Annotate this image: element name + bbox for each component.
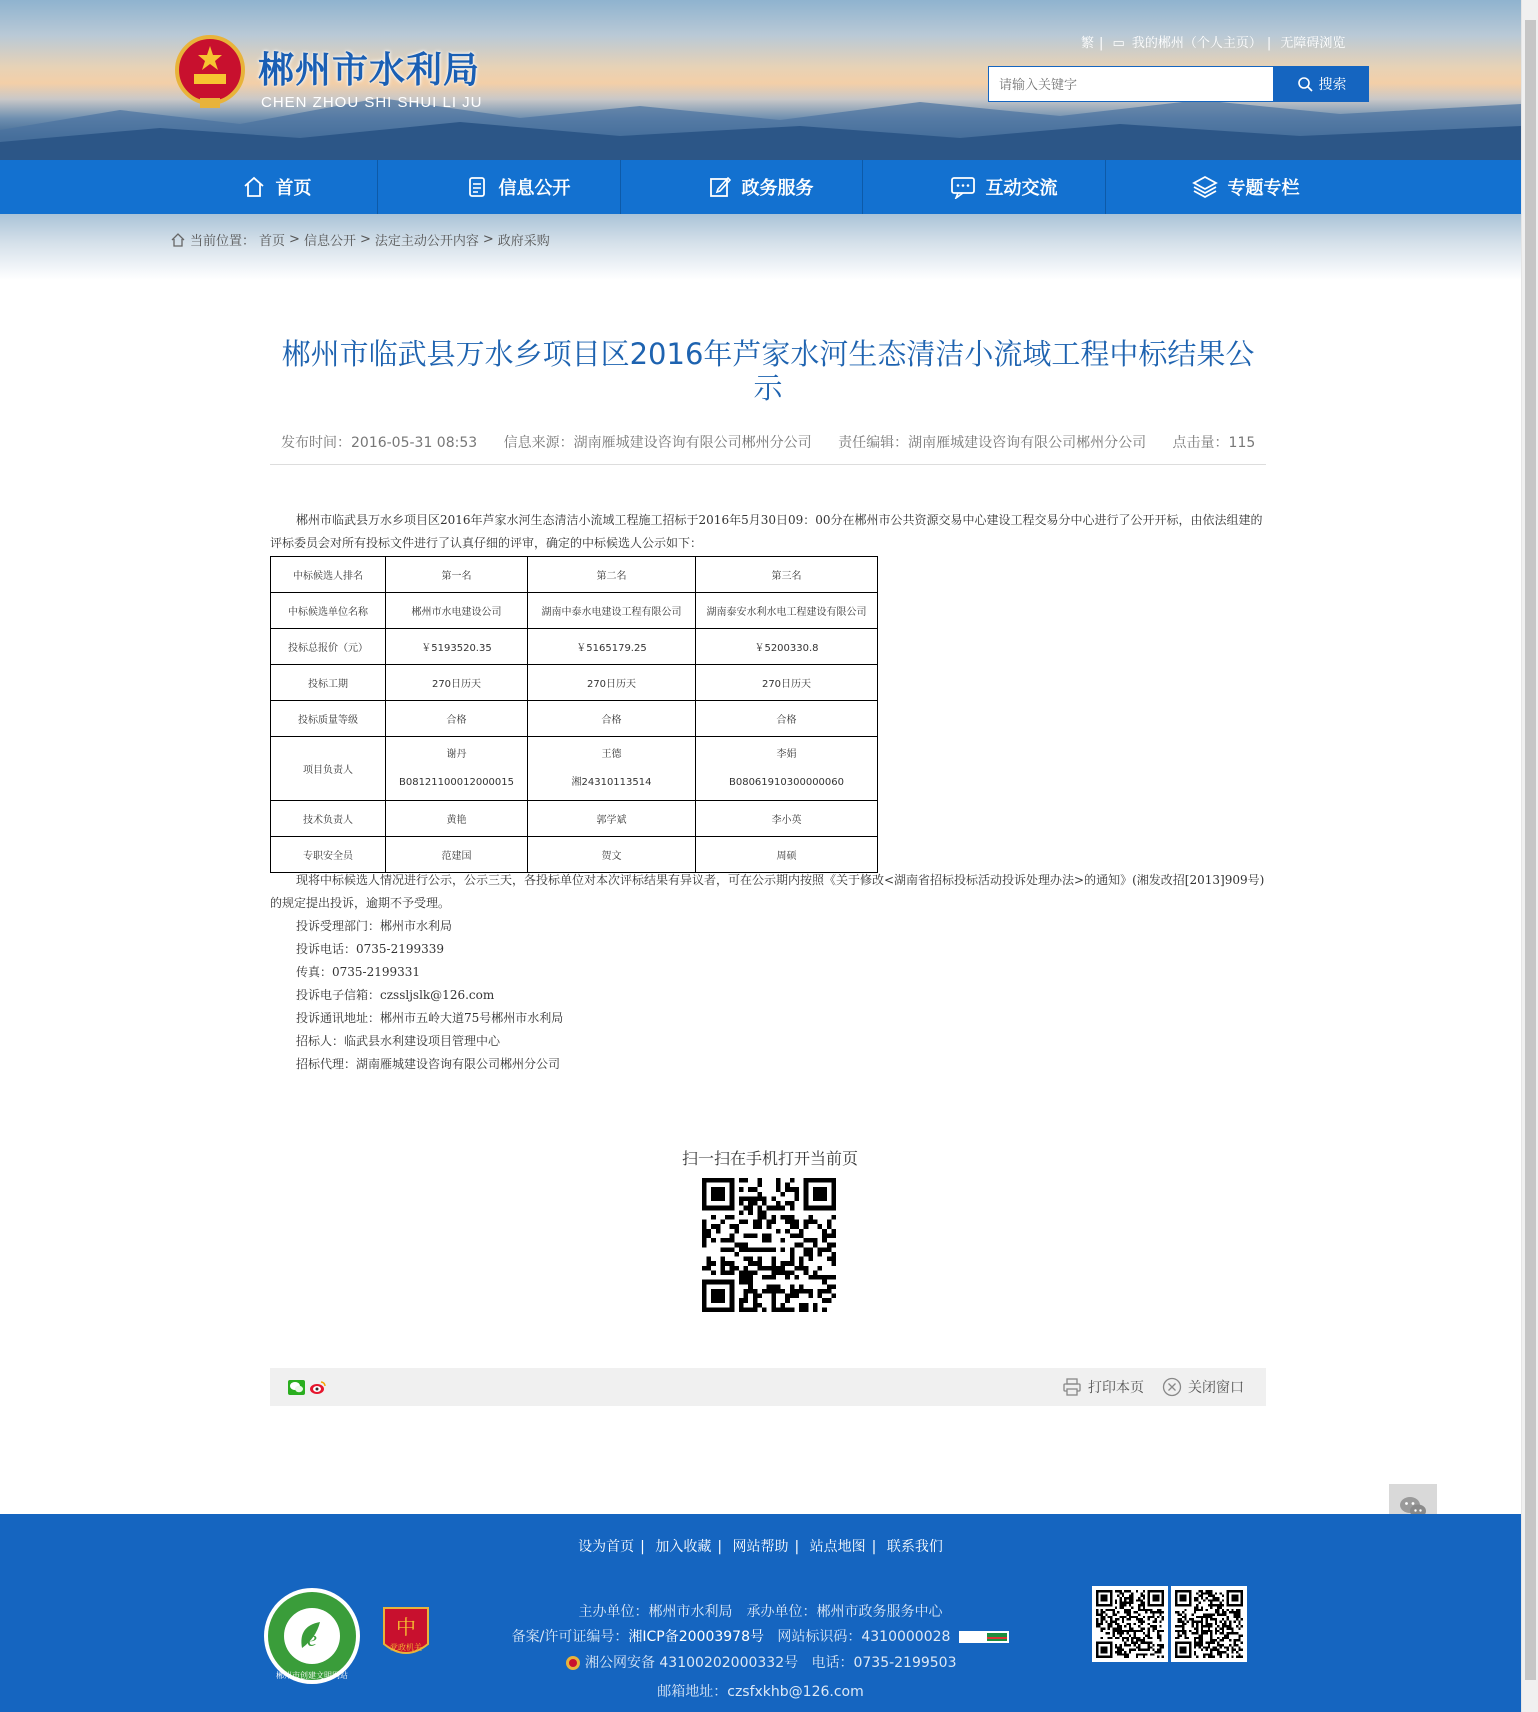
breadcrumb-item-info-disclosure[interactable]: 信息公开 (303, 234, 356, 249)
site-header (0, 0, 1521, 160)
info-source: 信息来源：湖南雁城建设咨询有限公司郴州分公司 (503, 435, 812, 451)
table-cell: ￥5193520.35 (386, 629, 528, 665)
manager-cert: B08061910300000060 (728, 776, 845, 788)
breadcrumb-prefix: 当前位置： (190, 234, 256, 249)
home-icon (170, 232, 186, 248)
breadcrumb-separator: > (482, 232, 494, 247)
table-cell: 第一名 (386, 557, 528, 593)
table-cell: 李小英 (696, 801, 878, 837)
nav-label: 互动交流 (985, 178, 1058, 199)
police-badge-icon (565, 1655, 581, 1671)
table-cell (696, 737, 878, 801)
printer-icon (1062, 1377, 1082, 1397)
article-intro: 郴州市临武县万水乡项目区2016年芦家水河生态清洁小流域工程施工招标于2016年5月30日09：00分在郴州市公共资源交易中心建设工程交易分中心进行了公开开标，由依法组建的评标委员会对所有投标文件进行了认真仔细的评审，确定的中标候选人公示如下： (270, 513, 1263, 550)
table-row (271, 801, 878, 837)
nav-divider (1105, 160, 1106, 214)
table-cell: 专职安全员 (271, 837, 386, 873)
nav-item-home[interactable] (156, 160, 397, 214)
footer-email: 邮箱地址：czsfxkhb@126.com (657, 1684, 864, 1700)
weibo-share-icon[interactable] (309, 1380, 326, 1395)
vertical-scrollbar[interactable] (1521, 0, 1538, 1712)
breadcrumb-item-home[interactable]: 首页 (259, 234, 286, 249)
table-cell: 技术负责人 (271, 801, 386, 837)
page-actions (1062, 1368, 1244, 1406)
bid-result-table (270, 556, 878, 873)
table-row (271, 701, 878, 737)
nav-divider (862, 160, 863, 214)
search-input[interactable] (988, 66, 1274, 102)
search-button-label: 搜索 (1318, 76, 1347, 92)
page-qr-code (702, 1178, 836, 1312)
nav-label: 政务服务 (741, 178, 814, 199)
table-cell (528, 737, 696, 801)
breadcrumb-separator: > (359, 232, 371, 247)
table-cell: 湖南中泰水电建设工程有限公司 (528, 593, 696, 629)
top-links: 繁 | ▭ 我的郴州（个人主页） | 无障碍浏览 (1081, 36, 1346, 51)
cnzz-stat-icon[interactable] (959, 1631, 1009, 1643)
view-count: 点击量：115 (1172, 435, 1256, 451)
table-cell: 郭学斌 (528, 801, 696, 837)
manager-name: 谢丹 (446, 748, 467, 760)
table-cell: 项目负责人 (271, 737, 386, 801)
home-icon (242, 175, 266, 199)
my-chenzhou-link[interactable]: 我的郴州（个人主页） (1131, 36, 1262, 51)
footer-link-sitemap[interactable]: 站点地图 (809, 1539, 866, 1555)
table-cell: 范建国 (386, 837, 528, 873)
table-cell: 投标工期 (271, 665, 386, 701)
table-row (271, 665, 878, 701)
chat-icon (950, 175, 976, 199)
table-cell: 270日历天 (528, 665, 696, 701)
meta-divider (270, 464, 1266, 465)
site-footer (0, 1514, 1521, 1712)
edit-icon (708, 175, 732, 199)
site-code: 4310000028 (861, 1629, 951, 1645)
nav-item-special-topics[interactable] (1125, 160, 1366, 214)
search-icon (1297, 76, 1313, 92)
close-label: 关闭窗口 (1188, 1380, 1244, 1396)
svg-text:e: e (307, 1626, 317, 1651)
footer-links: 设为首页 | 加入收藏 | 网站帮助 | 站点地图 | 联系我们 (578, 1539, 943, 1555)
wechat-share-icon[interactable] (288, 1380, 305, 1395)
table-cell: 黄艳 (386, 801, 528, 837)
contact-line: 投诉电子信箱：czssljslk@126.com (296, 988, 495, 1002)
nav-divider (620, 160, 621, 214)
national-emblem-icon (174, 34, 246, 112)
table-cell: ￥5165179.25 (528, 629, 696, 665)
footer-icp (0, 1626, 1521, 1646)
contact-line: 招标人：临武县水利建设项目管理中心 (296, 1034, 501, 1048)
table-row (271, 593, 878, 629)
table-cell: 投标总报价（元） (271, 629, 386, 665)
table-row (271, 629, 878, 665)
police-record-link[interactable]: 湘公网安备 43100202000332号 (584, 1655, 799, 1671)
table-cell: 周硕 (696, 837, 878, 873)
footer-link-bookmark[interactable]: 加入收藏 (655, 1539, 712, 1555)
table-header-row (271, 557, 878, 593)
breadcrumb-separator: > (289, 232, 300, 247)
contact-line: 传真：0735-2199331 (296, 965, 421, 979)
table-cell: ￥5200330.8 (696, 629, 878, 665)
badge-green-label: 郴州市创建文明网站 (276, 1671, 348, 1680)
search-button[interactable] (1274, 66, 1369, 102)
qr-caption: 扫一扫在手机打开当前页 (681, 1149, 858, 1168)
monitor-icon: ▭ (1112, 36, 1125, 51)
table-cell: 投标质量等级 (271, 701, 386, 737)
icp-link[interactable]: 湘ICP备20003978号 (628, 1629, 764, 1645)
table-cell: 第三名 (696, 557, 878, 593)
print-button[interactable] (1062, 1377, 1144, 1397)
footer-police (0, 1652, 1521, 1672)
manager-name: 王德 (601, 748, 622, 760)
table-cell: 合格 (386, 701, 528, 737)
table-cell: 第二名 (528, 557, 696, 593)
nav-item-gov-services[interactable] (640, 160, 881, 214)
table-row (271, 837, 878, 873)
search-bar (988, 66, 1369, 102)
icp-label: 备案/许可证编号： (511, 1629, 629, 1645)
contact-line: 投诉通讯地址：郴州市五岭大道75号郴州市水利局 (296, 1011, 564, 1025)
scrollbar-thumb[interactable] (1525, 20, 1536, 1680)
footer-qr-code (1092, 1586, 1168, 1662)
article-meta (270, 432, 1266, 452)
table-cell: 贺文 (528, 837, 696, 873)
manager-name: 李娟 (776, 748, 797, 760)
close-window-button[interactable] (1162, 1377, 1244, 1397)
article-title: 郴州市临武县万水乡项目区2016年芦家水河生态清洁小流域工程中标结果公示 (281, 337, 1255, 405)
share-icons (288, 1380, 326, 1395)
manager-cert: B08121100012000015 (398, 776, 515, 788)
nav-label: 首页 (275, 178, 312, 199)
accessibility-link[interactable]: 无障碍浏览 (1280, 36, 1346, 51)
footer-qr-code (1171, 1586, 1247, 1662)
table-cell: 中标候选人排名 (271, 557, 386, 593)
site-title[interactable]: 郴州市水利局 (258, 50, 481, 91)
close-circle-icon (1162, 1377, 1182, 1397)
table-cell: 郴州市水电建设公司 (386, 593, 528, 629)
footer-phone: 电话：0735-2199503 (811, 1655, 957, 1671)
table-cell: 合格 (528, 701, 696, 737)
publish-time: 发布时间：2016-05-31 08:53 (281, 435, 478, 451)
share-bar (270, 1368, 1266, 1406)
svg-text:中: 中 (396, 1615, 416, 1639)
footer-link-help[interactable]: 网站帮助 (732, 1539, 789, 1555)
manager-cert: 湘24310113514 (571, 776, 652, 788)
contact-line: 投诉电话：0735-2199339 (296, 942, 445, 956)
main-nav (0, 160, 1521, 214)
table-cell: 湖南泰安水利水电工程建设有限公司 (696, 593, 878, 629)
footer-link-set-home[interactable]: 设为首页 (578, 1539, 635, 1555)
nav-item-interaction[interactable] (883, 160, 1124, 214)
table-cell: 合格 (696, 701, 878, 737)
contact-list (296, 915, 563, 1076)
site-code-label: 网站标识码： (777, 1629, 862, 1645)
breadcrumb (170, 230, 550, 249)
nav-label: 信息公开 (498, 178, 571, 199)
table-cell: 270日历天 (386, 665, 528, 701)
breadcrumb-item-statutory-content[interactable]: 法定主动公开内容 (374, 234, 479, 249)
contact-line: 投诉受理部门：郴州市水利局 (296, 919, 453, 933)
document-icon (465, 175, 489, 199)
table-cell (386, 737, 528, 801)
contact-line: 招标代理：湖南雁城建设咨询有限公司郴州分公司 (296, 1057, 561, 1071)
nav-divider (377, 160, 378, 214)
traditional-chinese-link[interactable]: 繁 (1081, 36, 1095, 51)
table-cell: 270日历天 (696, 665, 878, 701)
breadcrumb-item-procurement[interactable]: 政府采购 (497, 234, 550, 249)
nav-label: 专题专栏 (1227, 178, 1300, 199)
badge-red-label: 党政机关 (390, 1643, 422, 1652)
responsible-editor: 责任编辑：湖南雁城建设咨询有限公司郴州分公司 (838, 435, 1147, 451)
table-cell: 中标候选单位名称 (271, 593, 386, 629)
site-pinyin: CHEN ZHOU SHI SHUI LI JU (261, 94, 483, 111)
layers-icon (1192, 175, 1218, 199)
nav-item-info-disclosure[interactable] (397, 160, 638, 214)
print-label: 打印本页 (1088, 1380, 1144, 1396)
table-row (271, 737, 878, 801)
footer-link-contact[interactable]: 联系我们 (886, 1539, 943, 1555)
article-notice: 现将中标候选人情况进行公示，公示三天，各投标单位对本次评标结果有异议者，可在公示期内按照《关于修改<湖南省招标投标活动投诉处理办法>的通知》(湘发改招[2013]909号)的规定提出投诉，逾期不予受理。 (270, 873, 1265, 910)
footer-host: 主办单位：郴州市水利局 承办单位：郴州市政务服务中心 (578, 1604, 943, 1620)
